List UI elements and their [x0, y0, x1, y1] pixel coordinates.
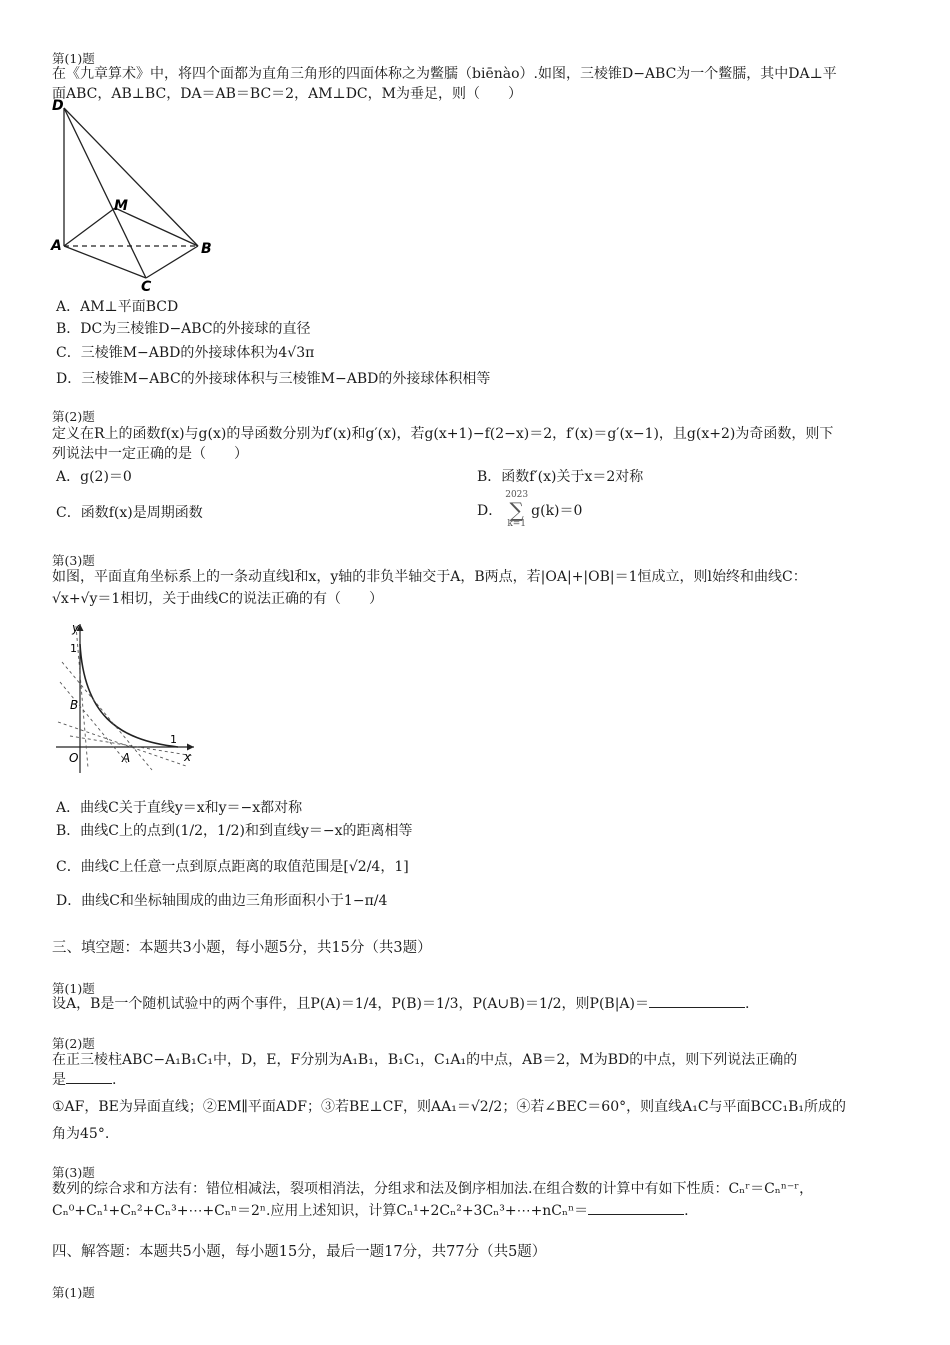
- question-1-label: 第(1)题: [52, 51, 95, 66]
- sum-lower-limit: k=1: [507, 519, 527, 529]
- question-2-option-b: B．函数f′(x)关于x＝2对称: [477, 469, 644, 485]
- solve-1-label: 第(1)题: [52, 1285, 95, 1300]
- question-2-stem-line2: 列说法中一定正确的是（ ）: [52, 446, 248, 462]
- fill-2-line2-text: 是: [52, 1072, 66, 1088]
- label-D: D: [52, 98, 64, 114]
- fill-2-line1: 在正三棱柱ABC−A₁B₁C₁中，D，E，F分别为A₁B₁，B₁C₁，C₁A₁的中点，AB＝2，M为BD的中点，则下列说法正确的: [52, 1052, 798, 1068]
- question-1-stem-line2: 面ABC，AB⊥BC，DA＝AB＝BC＝2，AM⊥DC，M为垂足，则（ ）: [52, 86, 522, 102]
- label-y: y: [72, 621, 80, 635]
- curve-C: [80, 644, 178, 747]
- fill-2-line2: [52, 1070, 898, 1090]
- edge-DC: [64, 108, 146, 278]
- tetrahedron-figure: [48, 96, 228, 292]
- question-2-stem-line1: 定义在R上的函数f(x)与g(x)的导函数分别为f′(x)和g′(x)，若g(x+1)−f(2−x)＝2，f′(x)＝g′(x−1)，且g(x+2)为奇函数，则下: [52, 426, 834, 442]
- edge-DB: [64, 108, 198, 246]
- summation-symbol: [505, 490, 528, 530]
- question-1-option-d: D．三棱锥M−ABC的外接球体积与三棱锥M−ABD的外接球体积相等: [56, 371, 491, 387]
- label-y-one: 1: [70, 642, 77, 655]
- question-1-option-b: B．DC为三棱锥D−ABC的外接球的直径: [56, 321, 311, 337]
- sum-body: g(k)＝0: [531, 503, 583, 519]
- sum-upper-limit: 2023: [505, 490, 529, 500]
- fill-3-answer-blank[interactable]: [588, 1202, 684, 1215]
- label-C: C: [141, 279, 152, 292]
- label-O: O: [69, 751, 79, 765]
- fill-3-label: 第(3)题: [52, 1165, 95, 1180]
- question-3-option-b: B．曲线C上的点到(1/2，1/2)和到直线y＝−x的距离相等: [56, 823, 413, 839]
- fill-3-line2-text: Cₙ⁰+Cₙ¹+Cₙ²+Cₙ³+⋯+Cₙⁿ＝2ⁿ.应用上述知识，计算Cₙ¹+2Cₙ²+3Cₙ³+⋯+nCₙⁿ＝: [52, 1203, 589, 1219]
- option-d-prefix: D．: [477, 503, 503, 519]
- label-A: A: [122, 751, 131, 765]
- sigma-icon: ∑: [509, 498, 524, 522]
- fill-1-end: .: [745, 996, 750, 1012]
- label-A: A: [51, 238, 62, 254]
- fill-2-answer-blank[interactable]: [66, 1071, 112, 1084]
- fill-3-end: .: [684, 1203, 689, 1219]
- edge-CB: [146, 246, 198, 278]
- fill-2-line2-end: .: [112, 1072, 117, 1088]
- label-B: B: [201, 241, 212, 257]
- question-3-option-a: A．曲线C关于直线y＝x和y＝−x都对称: [56, 800, 303, 816]
- question-3-label: 第(3)题: [52, 553, 95, 568]
- label-x-one: 1: [170, 733, 177, 746]
- question-2-option-c: C．函数f(x)是周期函数: [56, 505, 203, 521]
- fill-1-text: 设A，B是一个随机试验中的两个事件，且P(A)＝1/4，P(B)＝1/3，P(A∪B)＝1/2，则P(B|A)＝: [52, 996, 650, 1012]
- label-x: x: [184, 750, 192, 764]
- fill-2-label: 第(2)题: [52, 1036, 95, 1051]
- section-3-heading: 三、填空题：本题共3小题，每小题5分，共15分（共3题）: [52, 940, 432, 956]
- question-3-option-c: C．曲线C上任意一点到原点距离的取值范围是[√2/4，1]: [56, 859, 409, 875]
- section-4-heading: 四、解答题：本题共5小题，每小题15分，最后一题17分，共77分（共5题）: [52, 1244, 547, 1260]
- question-2-option-a: A．g(2)＝0: [56, 469, 132, 485]
- fill-3-line1: 数列的综合求和方法有：错位相减法，裂项相消法，分组求和法及倒序相加法.在组合数的计算中有如下性质：Cₙʳ＝Cₙⁿ⁻ʳ，: [52, 1181, 814, 1197]
- curve-figure: [56, 618, 206, 778]
- question-2-option-d: [477, 490, 582, 530]
- question-2-label: 第(2)题: [52, 409, 95, 424]
- fill-2-line3: ①AF，BE为异面直线；②EM∥平面ADF；③若BE⊥CF，则AA₁＝√2/2；④若∠BEC＝60°，则直线A₁C与平面BCC₁B₁所成的: [52, 1099, 847, 1115]
- edge-AM: [64, 208, 115, 246]
- question-3-stem-line2: √x+√y＝1相切，关于曲线C的说法正确的有（ ）: [52, 591, 383, 607]
- question-3-option-d: D．曲线C和坐标轴围成的曲边三角形面积小于1−π/4: [56, 893, 388, 909]
- question-1-option-a: A．AM⊥平面BCD: [56, 299, 179, 315]
- fill-1-label: 第(1)题: [52, 981, 95, 996]
- question-1-option-c: C．三棱锥M−ABD的外接球体积为4√3π: [56, 345, 315, 361]
- label-M: M: [114, 198, 128, 214]
- fill-2-line4: 角为45°.: [52, 1126, 110, 1142]
- label-B: B: [70, 698, 79, 712]
- question-3-stem-line1: 如图，平面直角坐标系上的一条动直线l和x，y轴的非负半轴交于A，B两点，若|OA|+|OB|＝1恒成立，则l始终和曲线C：: [52, 569, 807, 585]
- edge-AC: [64, 246, 146, 278]
- fill-3-line2: [52, 1201, 898, 1221]
- fill-1-answer-blank[interactable]: [649, 995, 745, 1008]
- question-1-stem-line1: 在《九章算术》中，将四个面都为直角三角形的四面体称之为鳖臑（biēnào）.如图，三棱锥D−ABC为一个鳖臑，其中DA⊥平: [52, 66, 837, 82]
- fill-1-text-line: [52, 994, 898, 1014]
